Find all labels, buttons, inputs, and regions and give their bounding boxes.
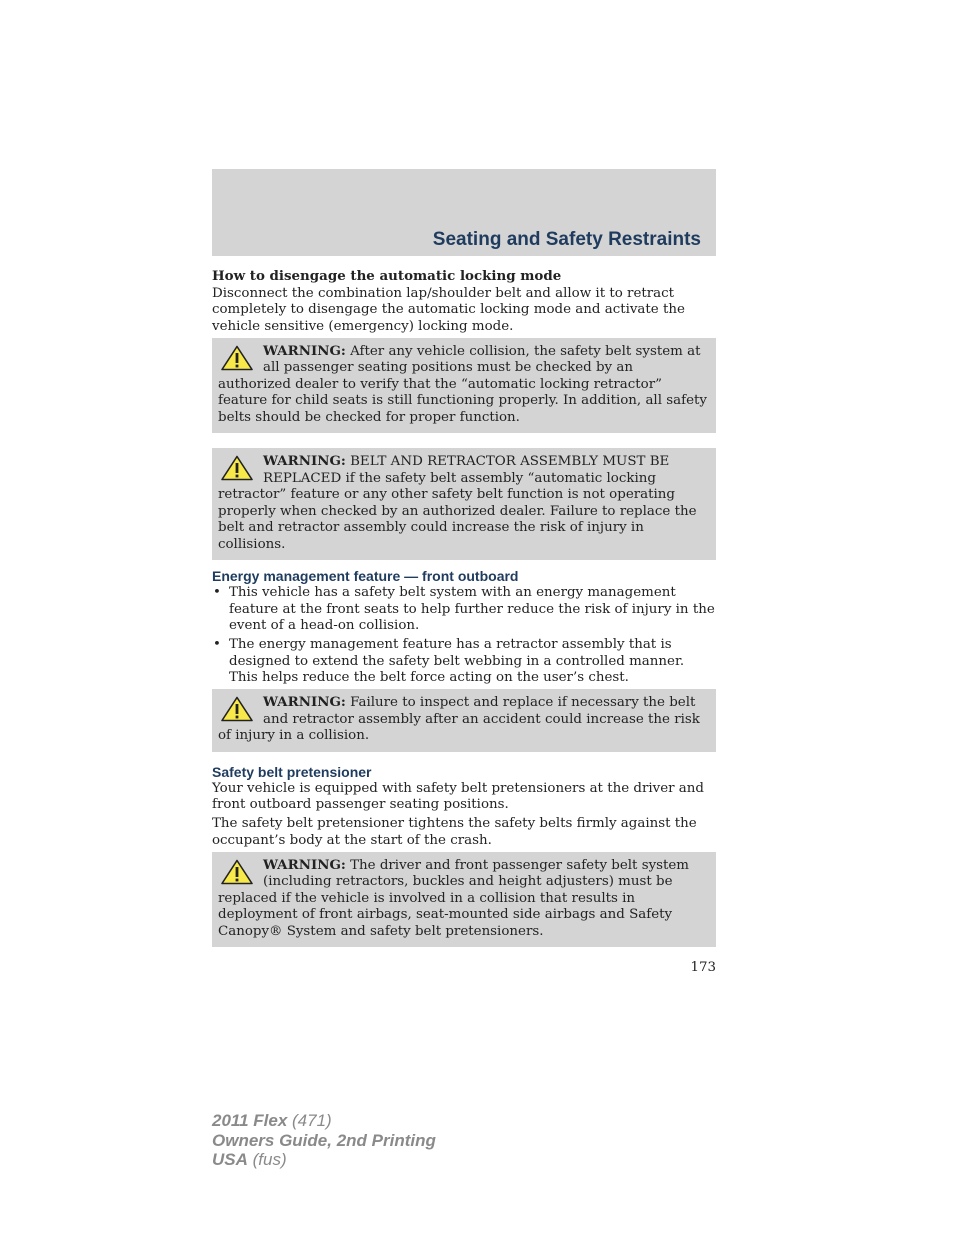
heading-safety-belt-pretensioner: Safety belt pretensioner xyxy=(212,763,372,780)
warning-triangle-icon xyxy=(221,345,253,371)
list-item xyxy=(212,637,716,686)
warning-label: WARNING: xyxy=(263,694,346,711)
document-footer xyxy=(212,1111,436,1170)
heading-energy-management: Energy management feature — front outboard xyxy=(212,568,519,585)
warning-label: WARNING: xyxy=(263,856,346,873)
warning-text: Failure to inspect and replace if necessary the belt and retractor assembly after an accident could increase the risk of injury in a collision. xyxy=(218,695,700,744)
warning-text: The driver and front passenger safety belt system (including retractors, buckles and height adjusters) must be replaced if the vehicle is involved in a collision that results in deployment of front airbags, seat-mounted side airbags and Safety Canopy® System and safety belt pretensioners. xyxy=(218,857,690,939)
bullet-marker: • xyxy=(213,637,221,653)
page-content xyxy=(212,267,716,954)
footer-region-code: (fus) xyxy=(247,1150,287,1169)
warning-label: WARNING: xyxy=(263,453,346,470)
warning-triangle-icon xyxy=(221,859,253,885)
footer-line-3 xyxy=(212,1150,436,1170)
footer-model-code: (471) xyxy=(287,1111,332,1130)
page-number: 173 xyxy=(690,960,716,975)
paragraph-pretensioner-2: The safety belt pretensioner tightens the safety belts firmly against the occupant’s body at the start of the crash. xyxy=(212,816,697,848)
section-title: Seating and Safety Restraints xyxy=(432,229,701,250)
warning-box-1 xyxy=(212,338,716,434)
paragraph-pretensioner-1: Your vehicle is equipped with safety belt pretensioners at the driver and front outboard passenger seating positions. xyxy=(212,780,704,812)
warning-box-3 xyxy=(212,689,716,752)
footer-region: USA xyxy=(212,1150,248,1169)
warning-text: BELT AND RETRACTOR ASSEMBLY MUST BE REPLACED if the safety belt assembly “automatic locking retractor” feature or any other safety belt function is not operating properly when checked by an authorized dealer. Failure to replace the belt and retractor assembly could increase the risk of injury in collisions. xyxy=(218,454,697,552)
warning-text: After any vehicle collision, the safety belt system at all passenger seating positions must be checked by an authorized dealer to verify that the “automatic locking retractor” feature for child seats is still functioning properly. In addition, all safety belts should be checked for proper function. xyxy=(218,343,707,425)
warning-triangle-icon xyxy=(221,696,253,722)
warning-box-2 xyxy=(212,448,716,560)
footer-guide-title: Owners Guide, 2nd Printing xyxy=(212,1130,436,1150)
footer-line-1 xyxy=(212,1111,436,1131)
list-item-text: The energy management feature has a retractor assembly that is designed to extend the safety belt webbing in a controlled manner. This helps reduce the belt force acting on the user’s chest. xyxy=(229,637,685,685)
list-item-text: This vehicle has a safety belt system with an energy management feature at the front seats to help further reduce the risk of injury in the event of a head-on collision. xyxy=(229,585,715,633)
energy-bullet-list xyxy=(212,585,716,686)
section-header-band xyxy=(212,169,716,256)
list-item xyxy=(212,585,716,634)
warning-box-4 xyxy=(212,852,716,948)
warning-label: WARNING: xyxy=(263,342,346,359)
warning-triangle-icon xyxy=(221,455,253,481)
paragraph-disengage: Disconnect the combination lap/shoulder belt and allow it to retract completely to disengage the automatic locking mode and activate the vehicle sensitive (emergency) locking mode. xyxy=(212,286,685,334)
heading-disengage-locking: How to disengage the automatic locking mode xyxy=(212,268,562,284)
footer-model: 2011 Flex xyxy=(212,1111,288,1130)
bullet-marker: • xyxy=(213,585,221,601)
footer-line-2 xyxy=(212,1131,436,1151)
